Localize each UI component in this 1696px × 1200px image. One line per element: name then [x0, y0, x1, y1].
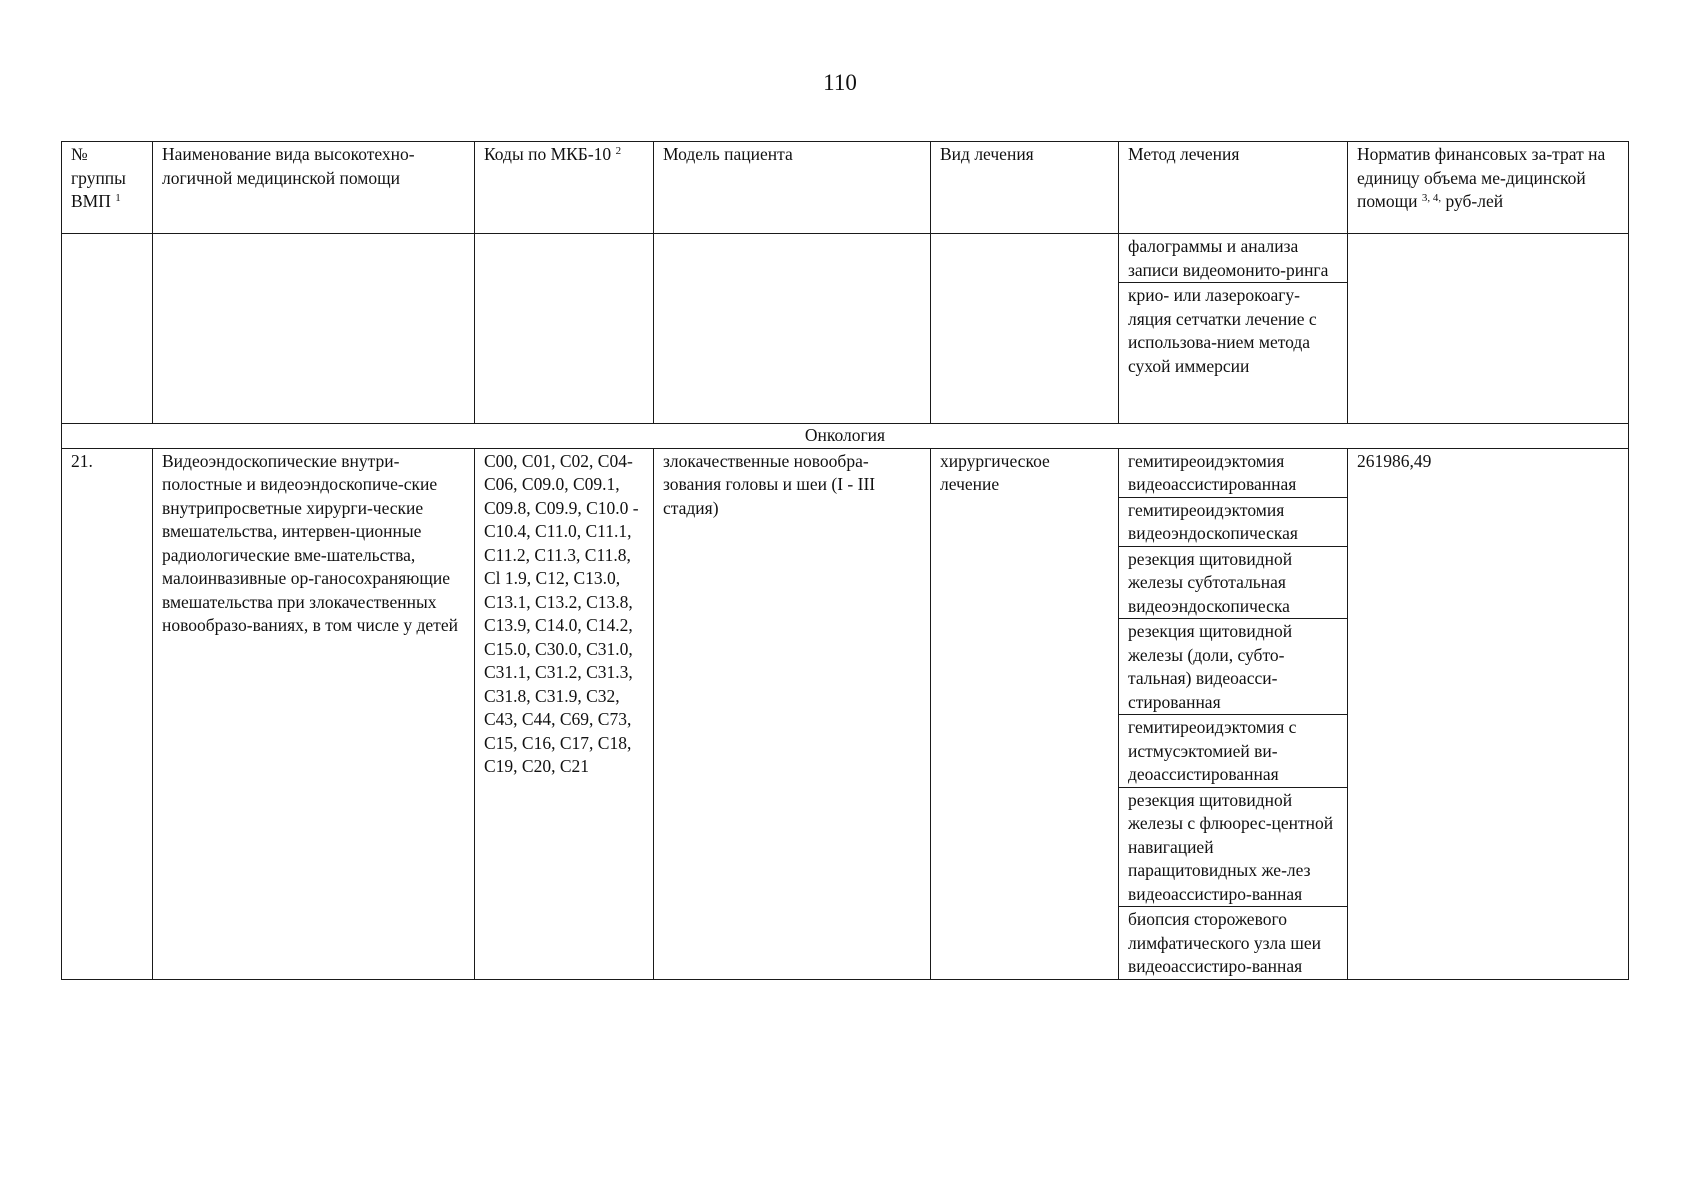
header-icd-codes-footnote: 2	[615, 145, 622, 157]
method-item: гемитиреоидэктомия видеоассистированная	[1119, 449, 1347, 498]
cell-group-no: 21.	[62, 448, 153, 979]
cell-treatment-type: хирургическое лечение	[931, 448, 1119, 979]
table-row	[62, 448, 1629, 979]
cell-empty	[475, 234, 654, 424]
header-cost-norm-footnote: 3, 4,	[1421, 192, 1442, 204]
method-item: крио- или лазерокоагу-ляция сетчатки лечение с использова-нием метода сухой иммерсии	[1128, 285, 1317, 376]
cell-cost: 261986,49	[1348, 448, 1629, 979]
cell-empty	[1348, 234, 1629, 424]
header-row	[62, 142, 1629, 234]
cell-empty	[654, 234, 931, 424]
method-item: резекция щитовидной железы субтотальная видеоэндоскопическа	[1119, 547, 1347, 620]
header-treatment-method: Метод лечения	[1119, 142, 1348, 234]
header-icd-codes-text: Коды по МКБ-10	[484, 144, 612, 164]
page-number: 110	[823, 70, 857, 95]
cell-empty	[62, 234, 153, 424]
section-title: Онкология	[62, 424, 1629, 449]
header-cost-norm-text: Норматив финансовых за-трат на единицу объема ме-дицинской помощи	[1357, 144, 1606, 211]
cell-icd-codes: C00, C01, C02, C04- C06, C09.0, C09.1, C09.8, C09.9, C10.0 - C10.4, C11.0, C11.1, C11.2, C11.3, C11.8, Cl 1.9, C12, C13.0, C13.1, C13.2, C13.8, C13.9, C14.0, C14.2, C15.0, C30.0, C31.0, C31.1, C31.2, C31.3, C31.8, C31.9, C32, C43, C44, C69, C73, C15, C16, C17, C18, C19, C20, C21	[475, 448, 654, 979]
cell-methods	[1119, 448, 1348, 979]
header-cost-norm	[1348, 142, 1629, 234]
method-item: фалограммы и анализа записи видеомонито-ринга	[1119, 234, 1347, 283]
cell-patient-model: злокачественные новообра-зования головы и шеи (I - III стадия)	[654, 448, 931, 979]
header-group-no-footnote: 1	[115, 192, 121, 204]
header-icd-codes	[475, 142, 654, 234]
header-patient-model: Модель пациента	[654, 142, 931, 234]
header-group-no	[62, 142, 153, 234]
continuation-methods-cell	[1119, 234, 1348, 424]
section-row	[62, 424, 1629, 449]
method-item: гемитиреоидэктомия видеоэндоскопическая	[1119, 498, 1347, 547]
header-name: Наименование вида высокотехно-логичной медицинской помощи	[153, 142, 475, 234]
header-treatment-type: Вид лечения	[931, 142, 1119, 234]
method-item: резекция щитовидной железы с флюорес-центной навигацией паращитовидных же-лез видеоассистиро-ванная	[1119, 788, 1347, 908]
method-item: гемитиреоидэктомия с истмусэктомией ви-деоассистированная	[1119, 715, 1347, 788]
cell-empty	[931, 234, 1119, 424]
header-group-no-text: № группы ВМП	[71, 144, 126, 211]
continuation-row	[62, 234, 1629, 424]
header-cost-norm-unit: руб-лей	[1445, 191, 1504, 211]
cell-name: Видеоэндоскопические внутри-полостные и видеоэндоскопиче-ские внутрипросветные хирурги-ческие вмешательства, интервен-ционные радиологические вме-шательства, малоинвазивные ор-ганосохраняющие вмешательства при злокачественных новообразо-ваниях, в том числе у детей	[153, 448, 475, 979]
method-item: резекция щитовидной железы (доли, субто-тальная) видеоасси-стированная	[1119, 619, 1347, 715]
method-item: биопсия сторожевого лимфатического узла шеи видеоассистиро-ванная	[1128, 909, 1321, 976]
vmp-table	[61, 141, 1629, 980]
cell-empty	[153, 234, 475, 424]
